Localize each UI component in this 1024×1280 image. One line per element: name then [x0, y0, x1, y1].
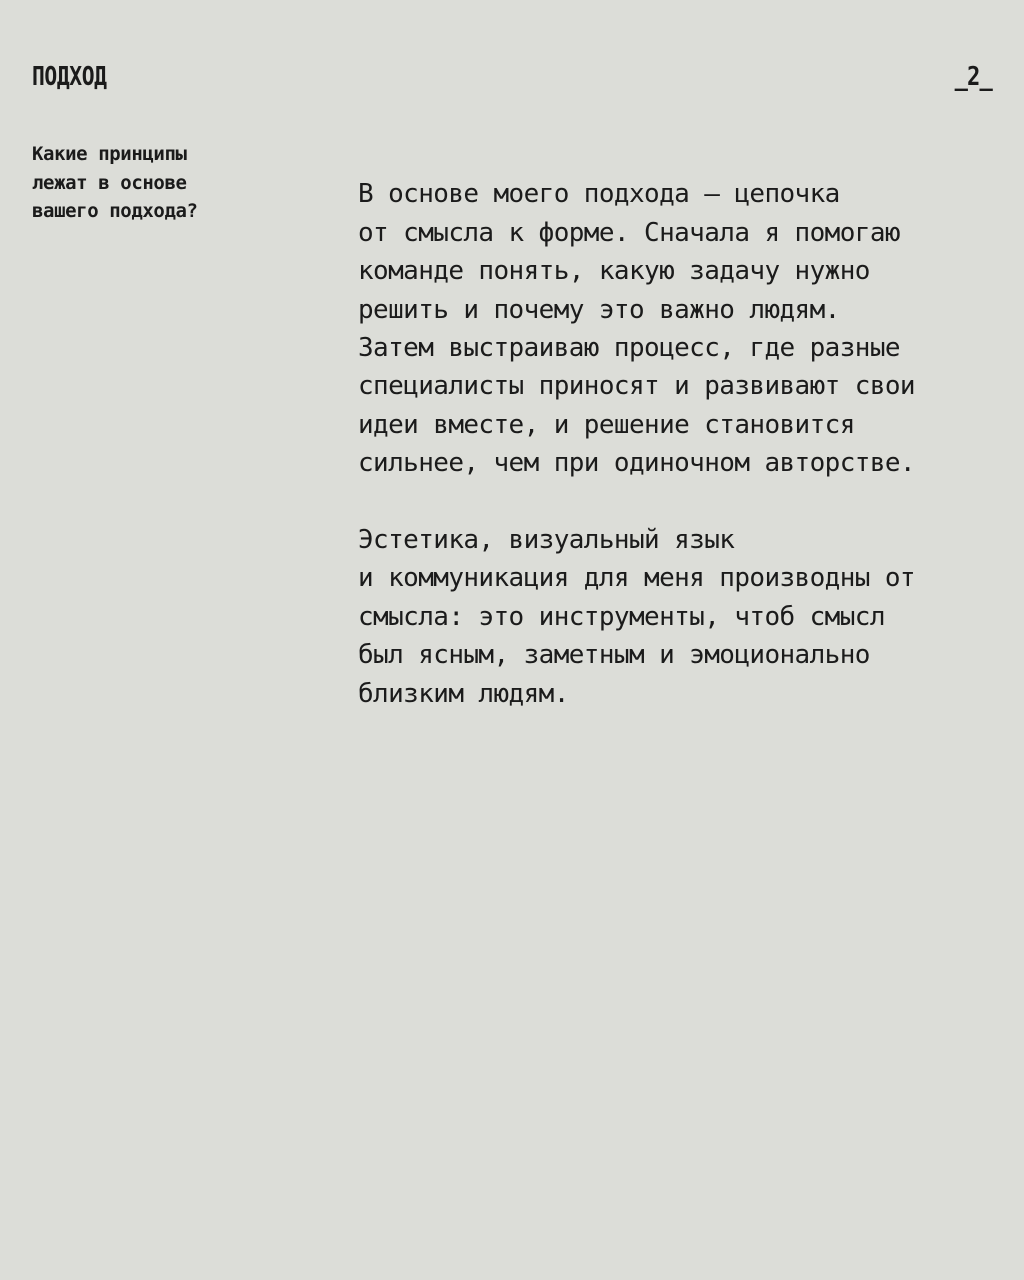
- page-number: _2_: [954, 62, 992, 92]
- answer-text: [358, 137, 998, 752]
- question-text: Какие принципы лежат в основе вашего подхода?: [32, 143, 198, 222]
- answer-paragraph-2: Эстетика, визуальный язык и коммуникация для меня производны от смысла: это инструменты, чтоб смысл был ясным, заметным и эмоционально близким людям.: [358, 525, 915, 709]
- answer-paragraph-1: В основе моего подхода — цепочка от смысла к форме. Сначала я помогаю команде понять, какую задачу нужно решить и почему это важно людям. Затем выстраиваю процесс, где разные специалисты приносят и развивают свои идеи вместе, и решение становится сильнее, чем при одиночном авторстве.: [358, 179, 915, 479]
- section-title: ПОДХОД: [32, 62, 107, 92]
